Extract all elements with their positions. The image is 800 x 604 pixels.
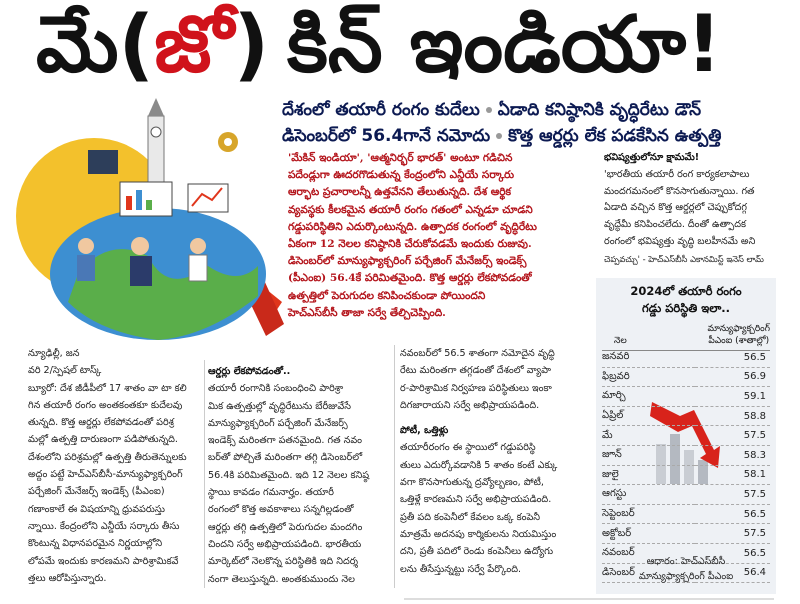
- column-line: పర్చేజింగ్ మేనేజర్స్ ఇండెక్స్ (పీఎంఐ): [28, 486, 165, 498]
- right-note: [604, 150, 794, 268]
- column-line: రంగంలో కొత్త అవకాశాలు సన్నగిల్లడంతో: [208, 504, 354, 516]
- article-column-2: [208, 363, 390, 588]
- intro-line: ఆర్భాట ప్రచారాలన్నీ ఉత్తవేనని తేలుతున్నది. దేశ ఆర్థిక: [288, 186, 512, 199]
- table-header-value-line2: పీఎంఐ (శాతాల్లో): [708, 336, 770, 346]
- column-line: లను తీసేస్తున్నట్టు సర్వే పేర్కొంది.: [400, 563, 522, 575]
- column-line: కొంటున్న విధానపరమైన నిర్ణయాల్లోని: [28, 538, 163, 550]
- headline-red-part: జో: [154, 0, 234, 90]
- column-line: తులు ఎదుర్కోవడానికి 5 శాతం కంటే ఎక్కు: [400, 459, 558, 471]
- table-cell-value: 56.5: [695, 348, 770, 367]
- column-line: తున్నది. కొత్త ఆర్డర్లు లేకపోవడంతో పరిశ్ర: [28, 417, 174, 429]
- table-cell-value: 56.4: [695, 563, 770, 583]
- intro-line: పదేండ్లుగా ఊదరగొడుతున్న కేంద్రంలోని ఎన్డీయే సర్కారు: [288, 169, 515, 182]
- column-line: వరి 2/స్పెషల్ టాస్క్: [28, 365, 102, 377]
- column-line: న్యూఢిల్లీ, జన: [28, 348, 80, 359]
- article-column-1: [28, 345, 204, 587]
- column-line: వగా కొనసాగుతున్న ద్రవ్యోల్బణం, పోటీ,: [400, 477, 544, 489]
- table-cell-value: 58.8: [695, 406, 770, 426]
- right-note-line: ఏడాది వచ్చిన కొత్త ఆర్డర్లలో చెప్పుకోదగ్గ: [604, 202, 747, 214]
- table-cell-value: 57.5: [695, 524, 770, 544]
- column-line: గణాంకాలే ఈ విషయాన్ని ధ్రువపరుస్తు: [28, 503, 165, 515]
- globe-illustration: [8, 96, 308, 346]
- intro-line: ఏకంగా 12 నెలల కనిష్ఠానికి చేరుకోవడమే ఇందుకు రుజువు.: [288, 238, 532, 251]
- headline-part1: మే: [36, 0, 119, 90]
- person-icon: [190, 238, 206, 254]
- column-line: తయారీ రంగానికి సంబంధించి పారిశ్రా: [208, 383, 344, 395]
- table-cell-month: ఆగస్టు: [602, 485, 695, 505]
- table-header: [602, 324, 770, 351]
- table-cell-month: మే: [602, 426, 695, 446]
- right-note-line: 'భారతీయ తయారీ రంగ కార్యకలాపాలు: [604, 168, 750, 180]
- column-line: ప్రతీ పది కంపెనీలో కేవలం ఒక్క కంపెనీ: [400, 511, 541, 523]
- subhead-1-left: దేశంలో తయారీ రంగం కుదేలు: [282, 100, 480, 120]
- table-title-line1: 2024లో తయారీ రంగం: [630, 284, 742, 298]
- headline-part2: కిన్ ఇండియా!: [287, 0, 722, 90]
- table-header-month: నెల: [614, 336, 627, 346]
- column-2-heading: ఆర్డర్లు లేకపోవడంతో..: [208, 366, 291, 377]
- subhead-line1: [282, 100, 701, 124]
- column-line: మాన్యుఫ్యాక్చరింగ్ పర్చేజింగ్ మేనేజర్స్: [208, 417, 348, 429]
- column-line: చిందని సర్వే అభిప్రాయపడింది. భారతీయ: [208, 538, 362, 550]
- subhead-line2: [282, 126, 721, 150]
- table-cell-month: ఫిబ్రవరి: [602, 367, 695, 387]
- column-line: రేటు మరింతగా తగ్గడంతో దేశంలో వ్యాపా: [400, 365, 551, 377]
- headline-close-paren: ): [233, 0, 270, 90]
- table-cell-value: 59.1: [695, 387, 770, 407]
- column-line: గిన తయారీ రంగం అంతకంతకూ కుదేలవు: [28, 399, 183, 411]
- divider: [394, 345, 395, 588]
- table-cell-month: జనవరి: [602, 348, 695, 367]
- column-3-heading: పోటీ, ఒత్తిళ్లు: [400, 425, 449, 437]
- table-source-line1: ఆధారం: హెచ్ఎస్‌బీసీ: [646, 556, 726, 567]
- column-line: ఆర్డర్లు తగ్గి ఉత్పత్తిలో పెరుగుదల మందగిం: [208, 521, 363, 533]
- table-cell-month: సెప్టెంబర్: [602, 504, 695, 524]
- table-cell-value: 56.5: [695, 504, 770, 524]
- column-line: మిక ఉత్పత్తుల్లో వృద్ధిరేటును బేరీజువేసే: [208, 400, 351, 412]
- article-column-3: [400, 345, 584, 578]
- table-cell-month: నవంబర్: [602, 543, 695, 563]
- intro-paragraph: [288, 150, 594, 322]
- column-line: న్నాయి. కేంద్రంలోని ఎన్డీయే సర్కారు తీసు: [28, 520, 180, 532]
- bullet-dot: [496, 133, 502, 139]
- intro-line: గడ్డుపరిస్థితిని ఎదుర్కొంటున్నది. ఉత్పాదక రంగంలో వృద్ధిరేటు: [288, 220, 537, 233]
- column-line: స్థాయి కావడం గమనార్హం. తయారీ: [208, 487, 334, 499]
- divider: [404, 598, 774, 600]
- pmi-table-box: [596, 278, 776, 594]
- column-line: అద్దం పట్టే హెచ్ఎస్‌బీసీ-మాన్యుఫ్యాక్చరింగ్: [28, 469, 183, 481]
- table-cell-month: జూన్: [602, 445, 695, 465]
- headline: [36, 0, 722, 90]
- column-line: లోపమే ఇందుకు కారణమని పారిశ్రామికవే: [28, 555, 179, 567]
- column-line: మార్కెట్‌లో నెలకొన్న పరిస్థితికి ఇది నిదర్శ: [208, 556, 358, 568]
- person-icon: [131, 237, 149, 255]
- intro-line: వ్యవస్థకు కీలకమైన తయారీ రంగం గతంలో ఎన్నడూ చూడని: [288, 203, 533, 216]
- intro-line: (పీఎంఐ) 56.4కే పరిమితమైంది. కొత్త ఆర్డర్లు లేకపోవడంతో: [288, 272, 532, 285]
- table-cell-value: 57.5: [695, 485, 770, 505]
- right-note-line: రంగంలో భవిష్యత్తు వృద్ధి బలహీనమే అని: [604, 235, 756, 247]
- pmi-table: [602, 348, 770, 583]
- column-line: త్తలు ఆరోపిస్తున్నారు.: [28, 572, 107, 584]
- intro-line: ఉత్పత్తిలో పెరుగుదల కనిపించకుండా పోయిందని: [288, 289, 486, 302]
- table-row: [602, 406, 770, 426]
- divider: [204, 360, 205, 588]
- column-line: నంగా తెలుస్తున్నది. అంతకుముందు నెల: [208, 573, 355, 585]
- table-cell-value: 56.9: [695, 367, 770, 387]
- subhead-1-right: ఏడాది కనిష్ఠానికి వృద్ధిరేటు డౌన్: [497, 100, 702, 120]
- column-line: నవంబర్‌లో 56.5 శాతంగా నమోదైన వృద్ధి: [400, 348, 555, 359]
- table-title-line2: గడ్డు పరిస్థితి ఇలా..: [642, 301, 730, 315]
- intro-line: 'మేకిన్ ఇండియా', 'ఆత్మనిర్భర్ భారత్' అంటూ గడిచిన: [288, 152, 513, 164]
- solar-panel-icon: [88, 150, 118, 174]
- column-line: ఒత్తిళ్లే కారణమని సర్వే అభిప్రాయపడింది.: [400, 494, 552, 506]
- intro-line: డిసెంబర్‌లో మాన్యుఫ్యాక్చరింగ్ పర్చేజింగ్ మేనేజర్స్ ఇండెక్స్: [288, 255, 527, 268]
- right-note-line: మందగమనంలో కొనసాగుతున్నాయి. గత: [604, 185, 755, 197]
- table-cell-value: 58.1: [695, 465, 770, 485]
- column-line: దేశంలోని పరిశ్రమల్లో ఉత్పత్తి తీరుతెన్నులకు: [28, 451, 187, 463]
- table-cell-value: 58.3: [695, 445, 770, 465]
- column-line: ర-పారిశ్రామిక నిర్వహణ పరిస్థితులు ఇంకా: [400, 382, 552, 394]
- headline-open-paren: (: [118, 0, 155, 90]
- table-cell-month: ఏప్రిల్: [602, 406, 695, 426]
- person-icon: [78, 238, 94, 254]
- table-row: [602, 348, 770, 367]
- table-row: [602, 426, 770, 446]
- table-cell-value: 57.5: [695, 426, 770, 446]
- right-note-heading: భవిష్యత్తులోనూ క్షామమే!: [604, 152, 700, 163]
- table-cell-month: డిసెంబర్: [602, 563, 695, 583]
- table-cell-month: అక్టోబర్: [602, 524, 695, 544]
- table-row: [602, 387, 770, 407]
- column-line: మల్లో ఉత్పత్తి దారుణంగా పడిపోతున్నది.: [28, 434, 178, 446]
- table-cell-month: మార్చి: [602, 387, 695, 407]
- subhead-2-right: కొత్త ఆర్డర్లు లేక పడకేసిన ఉత్పత్తి: [508, 126, 722, 146]
- table-row: [602, 524, 770, 544]
- table-row: [602, 504, 770, 524]
- table-cell-value: 56.5: [695, 543, 770, 563]
- column-line: మాత్రమే అదనపు కార్మికులను నియమిస్తుం: [400, 528, 557, 540]
- subhead-2-left: డిసెంబర్‌లో 56.4గానే నమోదు: [282, 126, 491, 146]
- table-row: [602, 465, 770, 485]
- right-note-line: చెప్పవచ్చు' - హెచ్ఎస్‌బీసీ ఎకానమిస్ట్ ఇనెస్ లామ్: [604, 253, 764, 264]
- column-line: 56.4కి పరిమితమైంది. ఇది 12 నెలల కనిష్ఠ: [208, 469, 370, 481]
- column-line: తయారీరంగం ఈ స్థాయిలో గడ్డుపరిస్థి: [400, 442, 536, 454]
- column-line: ఇండెక్స్ మరింతగా పతనమైంది. గత నవం: [208, 435, 363, 447]
- table-row: [602, 485, 770, 505]
- intro-line: హెచ్ఎస్‌బీసీ తాజా సర్వే తేల్చిచెప్పింది.: [288, 306, 446, 319]
- table-source-line2: మాన్యుఫ్యాక్చరింగ్ పీఎంఐ: [638, 571, 734, 582]
- column-line: దని, ప్రతీ పదిలో రెండు కంపెనీలు ఉద్యోగు: [400, 546, 554, 558]
- bullet-dot: [486, 107, 492, 113]
- table-row: [602, 367, 770, 387]
- column-line: బర్‌తో పోల్చితే మరింతగా తగ్గి డిసెంబర్‌లో: [208, 452, 363, 464]
- table-cell-month: జులై: [602, 465, 695, 485]
- table-row: [602, 445, 770, 465]
- table-header-value-line1: మాన్యుఫ్యాక్చరింగ్: [707, 324, 770, 334]
- column-line: దిగజారాయని సర్వే అభిప్రాయపడింది.: [400, 399, 540, 411]
- right-note-line: వృద్ధేమీ కనిపించలేదు. దీంతో ఉత్పాదక: [604, 219, 746, 231]
- table-source: [596, 554, 776, 584]
- column-line: బ్యూరో: దేశ జీడీపీలో 17 శాతం వా టా కలి: [28, 382, 187, 394]
